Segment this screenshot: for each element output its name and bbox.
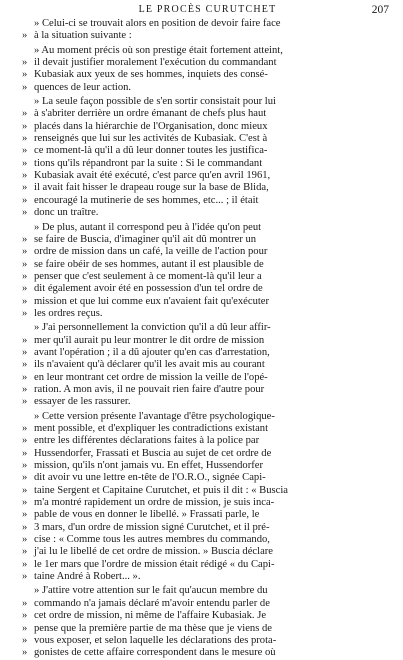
line-text: ils n'avaient qu'à déclarer qu'il les avait mis au courant <box>34 359 265 371</box>
text-line <box>22 335 392 347</box>
quote-marker: » <box>22 246 28 258</box>
text-line <box>22 509 392 521</box>
running-header <box>26 3 389 17</box>
line-text: mer qu'il aurait pu leur montrer le dit ordre de mission <box>34 334 265 346</box>
text-line <box>22 222 392 234</box>
text-line <box>22 308 392 320</box>
text-line <box>22 145 392 157</box>
quote-marker: » <box>22 634 28 646</box>
line-text: placés dans la hiérarchie de l'Organisation, donc mieux <box>34 120 268 132</box>
text-line <box>22 82 392 94</box>
line-text: » Cette version présente l'avantage d'être psychologique- <box>34 410 275 422</box>
line-text: ce moment-là qu'il a dû leur donner toutes les justifica- <box>34 145 268 157</box>
line-text: mission et que lui comme eux n'avaient fait qu'exécuter <box>34 295 270 307</box>
line-text: gonistes de cette affaire correspondent dans le mesure où <box>34 647 276 659</box>
text-line <box>22 18 392 30</box>
line-text: ment possible, et d'expliquer les contradictions existant <box>34 423 269 434</box>
text-line <box>22 384 392 396</box>
text-line <box>22 108 392 120</box>
line-text: ration. A mon avis, il ne pouvait rien faire d'autre pour <box>34 383 265 395</box>
line-text: à s'abriter derrière un ordre émanant de chefs plus haut <box>34 108 267 120</box>
text-line <box>22 435 392 447</box>
text-line <box>22 472 392 484</box>
line-text: se faire de Buscia, d'imaginer qu'il ait dû montrer un <box>34 233 257 245</box>
quote-marker: » <box>22 57 28 69</box>
quote-marker: » <box>22 108 28 120</box>
quote-marker: » <box>22 371 28 383</box>
line-text: essayer de les rassurer. <box>34 396 131 408</box>
text-line <box>22 57 392 69</box>
text-line <box>22 396 392 408</box>
text-line <box>22 30 392 42</box>
quote-marker: » <box>22 509 28 521</box>
text-line <box>22 610 392 622</box>
text-line <box>22 259 392 271</box>
line-text: » Celui-ci se trouvait alors en position de devoir faire face <box>34 18 281 29</box>
text-line <box>22 158 392 170</box>
text-line <box>22 585 392 597</box>
line-text: se faire obéir de ses hommes, autant il est plausible de <box>34 258 264 270</box>
line-text: renseignés que lui sur les activités de Kubasiak. C'est à <box>34 133 268 145</box>
page-number: 207 <box>371 4 389 16</box>
quote-marker: » <box>22 383 28 395</box>
quote-marker: » <box>22 194 28 206</box>
line-text: penser que c'est seulement à ce moment-là qu'il leur a <box>34 270 262 282</box>
quote-marker: » <box>22 120 28 132</box>
line-text: encouragé la mutinerie de ses hommes, etc... ; il était <box>34 194 259 206</box>
quote-marker: » <box>22 359 28 371</box>
text-line <box>22 69 392 81</box>
text-line <box>22 359 392 371</box>
line-text: » La seule façon possible de s'en sortir consistait pour lui <box>34 96 276 108</box>
quote-marker: » <box>22 460 28 472</box>
line-text: » Au moment précis où son prestige était fortement atteint, <box>34 44 283 56</box>
text-line <box>22 234 392 246</box>
line-text: commando n'a jamais déclaré m'avoir entendu parler de <box>34 597 270 609</box>
quote-marker: » <box>22 497 28 509</box>
quote-marker: » <box>22 207 28 219</box>
text-line <box>22 121 392 133</box>
quote-marker: » <box>22 647 28 659</box>
text-line <box>22 283 392 295</box>
quote-marker: » <box>22 233 28 245</box>
quote-marker: » <box>22 447 28 459</box>
quote-marker: » <box>22 258 28 270</box>
quote-marker: » <box>22 283 28 295</box>
line-text: m'a montré rapidement un ordre de mission, je suis inca- <box>34 497 275 509</box>
quote-marker: » <box>22 270 28 282</box>
text-line <box>22 271 392 283</box>
quote-marker: » <box>22 81 28 93</box>
line-text: en leur montrant cet ordre de mission la veille de l'opé- <box>34 371 268 383</box>
quote-marker: » <box>22 558 28 570</box>
line-text: » J'attire votre attention sur le fait qu'aucun membre du <box>34 585 268 597</box>
quote-marker: » <box>22 610 28 622</box>
text-line <box>22 635 392 647</box>
line-text: vous exposer, et selon laquelle les déclarations des prota- <box>34 634 277 646</box>
line-text: dit également avoir été en possession d'un tel ordre de <box>34 283 263 295</box>
text-line <box>22 96 392 108</box>
text-line <box>22 571 392 583</box>
line-text: il avait fait hisser le drapeau rouge sur la base de Blida, <box>34 182 269 194</box>
quote-marker: » <box>22 396 28 408</box>
quote-marker: » <box>22 170 28 182</box>
quote-marker: » <box>22 622 28 634</box>
text-line <box>22 423 392 435</box>
text-line <box>22 182 392 194</box>
line-text: le 1er mars que l'ordre de mission était rédigé « du Capi- <box>34 558 275 570</box>
line-text: donc un traître. <box>34 207 99 219</box>
line-text: pable de vous en donner le libellé. » Frassati parle, le <box>34 509 260 521</box>
quote-marker: » <box>22 69 28 81</box>
text-line <box>22 246 392 258</box>
text-line <box>22 647 392 659</box>
quote-marker: » <box>22 145 28 157</box>
line-text: Kubasiak avait été exécuté, c'est parce qu'en avril 1961, <box>34 170 271 182</box>
line-text: ordre de mission dans un café, la veille de l'action pour <box>34 246 268 258</box>
line-text: Hussendorfer, Frassati et Buscia au sujet de cet ordre de <box>34 447 272 459</box>
line-text: dit avoir vu une lettre en-tête de l'O.R.O., signée Capi- <box>34 472 266 484</box>
body-text <box>22 18 392 660</box>
line-text: entre les différentes déclarations faites à la police par <box>34 435 260 447</box>
text-line <box>22 522 392 534</box>
quote-marker: » <box>22 133 28 145</box>
line-text: » De plus, autant il correspond peu à l'idée qu'on peut <box>34 221 262 233</box>
quote-marker: » <box>22 346 28 358</box>
quote-marker: » <box>22 571 28 583</box>
line-text: mission, qu'ils n'ont jamais vu. En effet, Hussendorfer <box>34 460 264 472</box>
line-text: 3 mars, d'un ordre de mission signé Curutchet, et il pré- <box>34 521 270 533</box>
line-text: quences de leur action. <box>34 81 132 93</box>
text-line <box>22 623 392 635</box>
quote-marker: » <box>22 534 28 546</box>
text-line <box>22 170 392 182</box>
text-line <box>22 497 392 509</box>
text-line <box>22 347 392 359</box>
quote-marker: » <box>22 423 28 434</box>
line-text: Kubasiak aux yeux de ses hommes, inquiets des consé- <box>34 69 268 81</box>
running-title: LE PROCÈS CURUTCHET <box>138 4 277 15</box>
text-line <box>22 559 392 571</box>
quote-marker: » <box>22 307 28 319</box>
quote-marker: » <box>22 295 28 307</box>
line-text: » J'ai personnellement la conviction qu'il a dû leur affir- <box>34 322 271 334</box>
text-line <box>22 296 392 308</box>
line-text: taine Sergent et Capitaine Curutchet, et puis il dit : « Buscia <box>34 484 289 496</box>
quote-marker: » <box>22 484 28 496</box>
line-text: pense que la première partie de ma thèse que je viens de <box>34 622 272 634</box>
quote-marker: » <box>22 157 28 169</box>
text-line <box>22 372 392 384</box>
text-line <box>22 534 392 546</box>
text-line <box>22 133 392 145</box>
quote-marker: » <box>22 472 28 484</box>
text-line <box>22 322 392 334</box>
text-line <box>22 546 392 558</box>
text-line <box>22 448 392 460</box>
text-line <box>22 460 392 472</box>
text-line <box>22 207 392 219</box>
text-line <box>22 598 392 610</box>
line-text: tions qu'ils répandront par la suite : Si le commandant <box>34 157 263 169</box>
line-text: j'ai lu le libellé de cet ordre de mission. » Buscia déclare <box>34 546 274 558</box>
quote-marker: » <box>22 521 28 533</box>
line-text: taine André à Robert... ». <box>34 571 141 583</box>
line-text: avant l'opération ; il a dû ajouter qu'en cas d'arrestation, <box>34 346 270 358</box>
line-text: les ordres reçus. <box>34 307 103 319</box>
text-line <box>22 195 392 207</box>
text-line <box>22 45 392 57</box>
quote-marker: » <box>22 597 28 609</box>
line-text: cise : « Comme tous les autres membres du commando, <box>34 534 270 546</box>
quote-marker: » <box>22 546 28 558</box>
quote-marker: » <box>22 435 28 447</box>
line-text: il devait justifier moralement l'exécution du commandant <box>34 57 277 69</box>
quote-marker: » <box>22 30 28 42</box>
text-line <box>22 485 392 497</box>
line-text: à la situation suivante : <box>34 30 132 42</box>
text-line <box>22 411 392 423</box>
quote-marker: » <box>22 182 28 194</box>
quote-marker: » <box>22 334 28 346</box>
line-text: cet ordre de mission, ni même de l'affaire Kubasiak. Je <box>34 610 267 622</box>
